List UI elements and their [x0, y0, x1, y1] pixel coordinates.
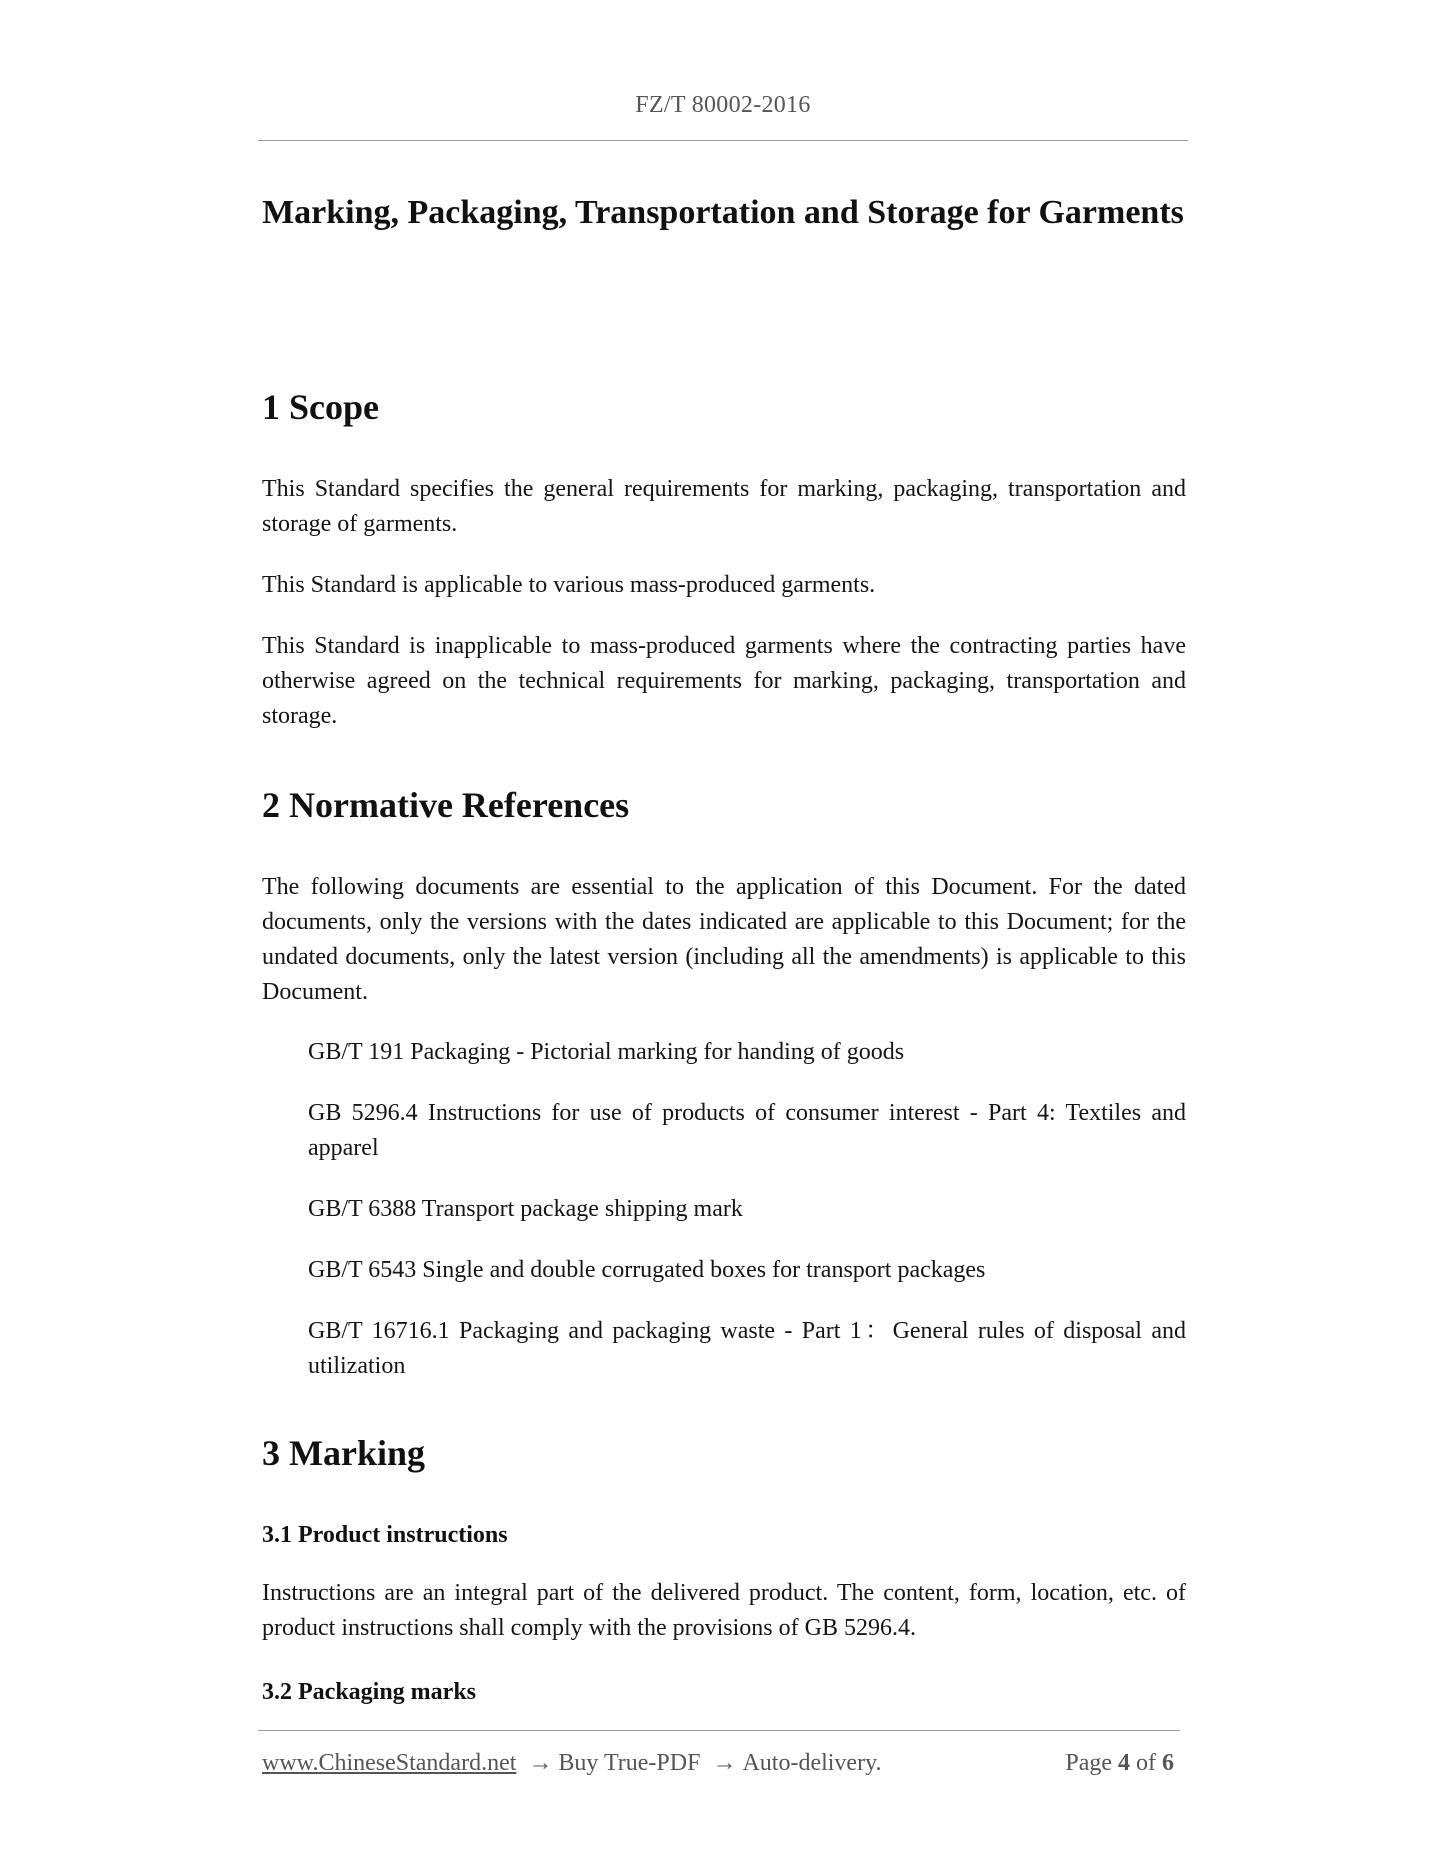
reference-item: GB 5296.4 Instructions for use of products of consumer interest - Part 4: Textiles and apparel	[308, 1100, 1186, 1161]
scope-paragraph-1: This Standard specifies the general requirements for marking, packaging, transportation and storage of garments.	[262, 476, 1186, 537]
reference-item: GB/T 16716.1 Packaging and packaging waste - Part 1：General rules of disposal and utilization	[308, 1318, 1186, 1379]
chinesestandard-link[interactable]: www.ChineseStandard.net	[262, 1750, 517, 1776]
page-label: Page	[1065, 1750, 1112, 1776]
subheading-product-instructions: 3.1 Product instructions	[262, 1522, 508, 1548]
current-page-number: 4	[1118, 1750, 1130, 1776]
auto-delivery-text: Auto-delivery.	[742, 1750, 882, 1776]
standard-code-header: FZ/T 80002-2016	[635, 92, 811, 118]
reference-item: GB/T 191 Packaging - Pictorial marking for handing of goods	[308, 1039, 905, 1065]
scope-paragraph-3: This Standard is inapplicable to mass-produced garments where the contracting parties have otherwise agreed on the technical requirements for marking, packaging, transportation and storage.	[262, 633, 1186, 729]
arrow-right-icon: →	[528, 1750, 553, 1776]
page-footer	[262, 1750, 1180, 1777]
section-heading-scope: 1 Scope	[262, 387, 379, 427]
reference-item: GB/T 6388 Transport package shipping mark	[308, 1196, 743, 1222]
section-heading-marking: 3 Marking	[262, 1433, 426, 1473]
product-instructions-paragraph: Instructions are an integral part of the delivered product. The content, form, location, etc. of product instructions shall comply with the provisions of GB 5296.4.	[262, 1580, 1186, 1641]
page-number	[1065, 1750, 1180, 1777]
document-title: Marking, Packaging, Transportation and Storage for Garments	[262, 194, 1184, 231]
total-pages-number: 6	[1162, 1750, 1174, 1776]
header-divider	[258, 140, 1188, 141]
section-heading-normative-references: 2 Normative References	[262, 785, 630, 825]
footer-divider	[258, 1730, 1180, 1731]
reference-item: GB/T 6543 Single and double corrugated boxes for transport packages	[308, 1257, 986, 1283]
arrow-right-icon: →	[712, 1750, 737, 1776]
subheading-packaging-marks: 3.2 Packaging marks	[262, 1679, 477, 1705]
of-label: of	[1136, 1750, 1156, 1776]
references-intro-paragraph: The following documents are essential to the application of this Document. For the dated documents, only the versions with the dates indicated are applicable to this Document; for the undated documents, only the latest version (including all the amendments) is applicable to this Document.	[262, 874, 1186, 1005]
scope-paragraph-2: This Standard is applicable to various mass-produced garments.	[262, 572, 876, 598]
buy-true-pdf-text: Buy True-PDF	[558, 1750, 701, 1776]
